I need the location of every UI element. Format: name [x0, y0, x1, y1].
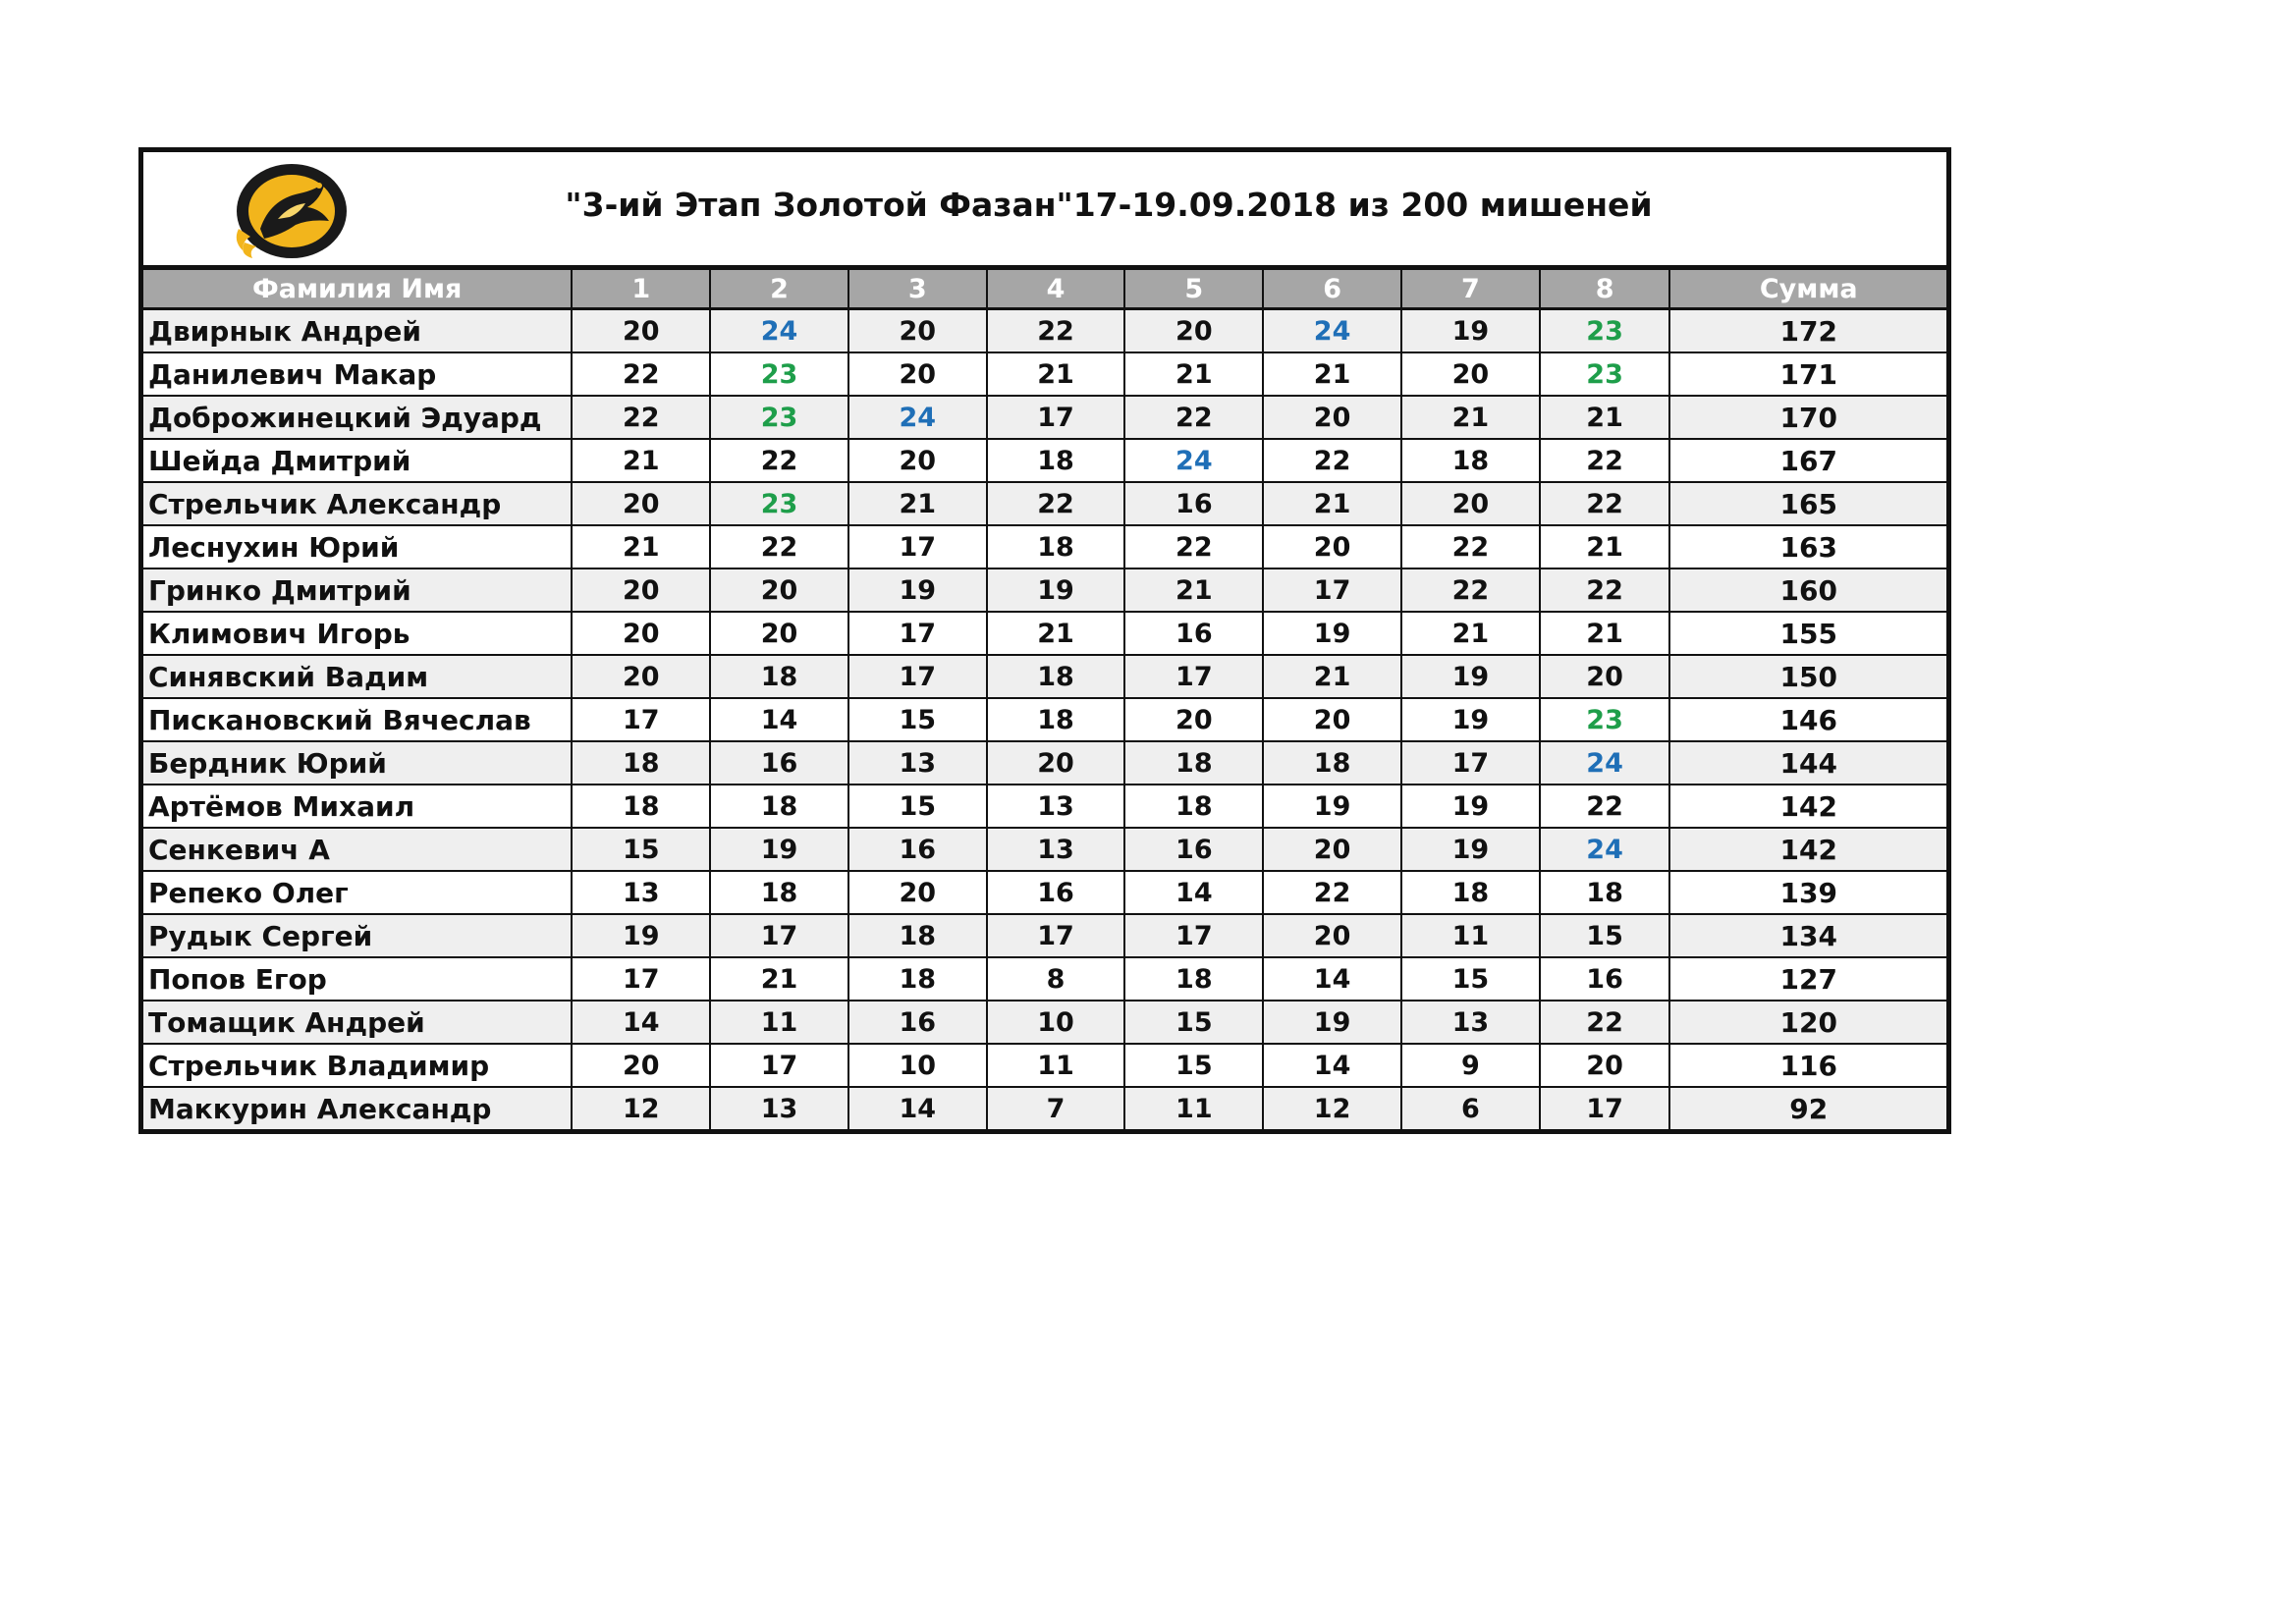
series-score-4: 18 [987, 439, 1125, 482]
series-score-1: 21 [572, 525, 710, 568]
series-score-4: 17 [987, 914, 1125, 957]
series-score-8: 21 [1540, 525, 1670, 568]
series-score-8: 22 [1540, 439, 1670, 482]
series-score-4: 19 [987, 568, 1125, 612]
series-score-4: 20 [987, 741, 1125, 785]
series-score-3: 16 [848, 1001, 987, 1044]
shooter-name: Пискановский Вячеслав [143, 698, 572, 741]
series-score-7: 19 [1401, 828, 1540, 871]
series-score-2: 23 [710, 396, 848, 439]
series-score-8: 22 [1540, 785, 1670, 828]
series-score-7: 9 [1401, 1044, 1540, 1087]
series-score-3: 10 [848, 1044, 987, 1087]
header-name: Фамилия Имя [143, 270, 572, 309]
series-score-2: 18 [710, 785, 848, 828]
series-score-3: 24 [848, 396, 987, 439]
shooter-name: Стрельчик Владимир [143, 1044, 572, 1087]
header-series-4: 4 [987, 270, 1125, 309]
series-score-7: 18 [1401, 439, 1540, 482]
series-score-1: 18 [572, 741, 710, 785]
table-row [143, 1087, 1946, 1129]
total-score: 92 [1669, 1087, 1946, 1129]
series-score-1: 20 [572, 1044, 710, 1087]
shooter-name: Леснухин Юрий [143, 525, 572, 568]
series-score-2: 24 [710, 309, 848, 353]
series-score-1: 20 [572, 612, 710, 655]
series-score-5: 20 [1124, 309, 1263, 353]
shooter-name: Климович Игорь [143, 612, 572, 655]
series-score-1: 22 [572, 352, 710, 396]
shooter-name: Стрельчик Александр [143, 482, 572, 525]
series-score-2: 16 [710, 741, 848, 785]
series-score-1: 17 [572, 698, 710, 741]
series-score-6: 19 [1263, 785, 1401, 828]
total-score: 116 [1669, 1044, 1946, 1087]
series-score-2: 13 [710, 1087, 848, 1129]
series-score-6: 19 [1263, 612, 1401, 655]
header-series-1: 1 [572, 270, 710, 309]
table-row [143, 741, 1946, 785]
series-score-6: 12 [1263, 1087, 1401, 1129]
shooter-name: Рудык Сергей [143, 914, 572, 957]
shooter-name: Синявский Вадим [143, 655, 572, 698]
series-score-3: 15 [848, 785, 987, 828]
series-score-6: 20 [1263, 396, 1401, 439]
series-score-2: 22 [710, 525, 848, 568]
series-score-5: 16 [1124, 612, 1263, 655]
series-score-8: 24 [1540, 741, 1670, 785]
series-score-4: 16 [987, 871, 1125, 914]
table-row [143, 914, 1946, 957]
series-score-1: 20 [572, 655, 710, 698]
series-score-8: 24 [1540, 828, 1670, 871]
series-score-7: 17 [1401, 741, 1540, 785]
total-score: 150 [1669, 655, 1946, 698]
series-score-6: 17 [1263, 568, 1401, 612]
series-score-1: 13 [572, 871, 710, 914]
series-score-8: 23 [1540, 352, 1670, 396]
shooter-name: Артёмов Михаил [143, 785, 572, 828]
table-row [143, 1044, 1946, 1087]
series-score-4: 17 [987, 396, 1125, 439]
shooter-name: Бердник Юрий [143, 741, 572, 785]
series-score-5: 21 [1124, 568, 1263, 612]
series-score-2: 22 [710, 439, 848, 482]
series-score-4: 18 [987, 525, 1125, 568]
series-score-5: 11 [1124, 1087, 1263, 1129]
series-score-1: 21 [572, 439, 710, 482]
header-series-6: 6 [1263, 270, 1401, 309]
series-score-3: 19 [848, 568, 987, 612]
header-total: Сумма [1669, 270, 1946, 309]
total-score: 144 [1669, 741, 1946, 785]
series-score-7: 19 [1401, 785, 1540, 828]
series-score-5: 24 [1124, 439, 1263, 482]
series-score-7: 18 [1401, 871, 1540, 914]
table-row [143, 439, 1946, 482]
series-score-6: 22 [1263, 871, 1401, 914]
series-score-2: 11 [710, 1001, 848, 1044]
series-score-8: 23 [1540, 698, 1670, 741]
series-score-7: 6 [1401, 1087, 1540, 1129]
series-score-8: 16 [1540, 957, 1670, 1001]
shooter-name: Попов Егор [143, 957, 572, 1001]
series-score-1: 14 [572, 1001, 710, 1044]
header-series-5: 5 [1124, 270, 1263, 309]
series-score-7: 21 [1401, 612, 1540, 655]
series-score-6: 20 [1263, 914, 1401, 957]
shooter-name: Данилевич Макар [143, 352, 572, 396]
header-series-7: 7 [1401, 270, 1540, 309]
series-score-5: 17 [1124, 655, 1263, 698]
series-score-6: 20 [1263, 525, 1401, 568]
series-score-2: 19 [710, 828, 848, 871]
total-score: 139 [1669, 871, 1946, 914]
series-score-3: 20 [848, 871, 987, 914]
shooter-name: Доброжинецкий Эдуард [143, 396, 572, 439]
series-score-6: 20 [1263, 698, 1401, 741]
series-score-8: 23 [1540, 309, 1670, 353]
series-score-3: 15 [848, 698, 987, 741]
series-score-2: 21 [710, 957, 848, 1001]
table-row [143, 957, 1946, 1001]
shooter-name: Репеко Олег [143, 871, 572, 914]
series-score-1: 18 [572, 785, 710, 828]
total-score: 170 [1669, 396, 1946, 439]
series-score-3: 17 [848, 525, 987, 568]
series-score-5: 14 [1124, 871, 1263, 914]
series-score-3: 18 [848, 957, 987, 1001]
series-score-2: 17 [710, 1044, 848, 1087]
series-score-3: 20 [848, 309, 987, 353]
series-score-8: 20 [1540, 655, 1670, 698]
table-row [143, 482, 1946, 525]
series-score-8: 20 [1540, 1044, 1670, 1087]
table-row [143, 785, 1946, 828]
series-score-5: 22 [1124, 396, 1263, 439]
series-score-1: 22 [572, 396, 710, 439]
series-score-5: 17 [1124, 914, 1263, 957]
series-score-4: 7 [987, 1087, 1125, 1129]
series-score-4: 21 [987, 352, 1125, 396]
series-score-7: 11 [1401, 914, 1540, 957]
table-row [143, 612, 1946, 655]
series-score-5: 18 [1124, 957, 1263, 1001]
series-score-5: 20 [1124, 698, 1263, 741]
total-score: 160 [1669, 568, 1946, 612]
series-score-4: 13 [987, 828, 1125, 871]
series-score-7: 15 [1401, 957, 1540, 1001]
series-score-4: 22 [987, 482, 1125, 525]
series-score-8: 21 [1540, 612, 1670, 655]
total-score: 127 [1669, 957, 1946, 1001]
table-row [143, 525, 1946, 568]
series-score-3: 16 [848, 828, 987, 871]
series-score-2: 20 [710, 568, 848, 612]
table-row [143, 871, 1946, 914]
shooter-name: Шейда Дмитрий [143, 439, 572, 482]
series-score-3: 20 [848, 439, 987, 482]
series-score-2: 14 [710, 698, 848, 741]
series-score-7: 22 [1401, 525, 1540, 568]
total-score: 172 [1669, 309, 1946, 353]
series-score-8: 18 [1540, 871, 1670, 914]
series-score-2: 18 [710, 655, 848, 698]
total-score: 155 [1669, 612, 1946, 655]
series-score-3: 17 [848, 612, 987, 655]
series-score-4: 8 [987, 957, 1125, 1001]
series-score-5: 16 [1124, 482, 1263, 525]
series-score-4: 18 [987, 655, 1125, 698]
series-score-1: 15 [572, 828, 710, 871]
series-score-6: 21 [1263, 352, 1401, 396]
shooter-name: Гринко Дмитрий [143, 568, 572, 612]
series-score-3: 18 [848, 914, 987, 957]
series-score-7: 22 [1401, 568, 1540, 612]
series-score-2: 18 [710, 871, 848, 914]
table-row [143, 1001, 1946, 1044]
series-score-6: 14 [1263, 1044, 1401, 1087]
total-score: 134 [1669, 914, 1946, 957]
results-sheet [138, 147, 1951, 1134]
table-row [143, 309, 1946, 353]
series-score-4: 21 [987, 612, 1125, 655]
series-score-5: 21 [1124, 352, 1263, 396]
series-score-7: 19 [1401, 309, 1540, 353]
header-row [143, 270, 1946, 309]
total-score: 146 [1669, 698, 1946, 741]
total-score: 165 [1669, 482, 1946, 525]
series-score-1: 12 [572, 1087, 710, 1129]
series-score-6: 14 [1263, 957, 1401, 1001]
series-score-8: 22 [1540, 1001, 1670, 1044]
series-score-6: 21 [1263, 655, 1401, 698]
series-score-8: 17 [1540, 1087, 1670, 1129]
shooter-name: Томащик Андрей [143, 1001, 572, 1044]
series-score-4: 18 [987, 698, 1125, 741]
series-score-6: 21 [1263, 482, 1401, 525]
total-score: 171 [1669, 352, 1946, 396]
shooter-name: Сенкевич А [143, 828, 572, 871]
series-score-1: 17 [572, 957, 710, 1001]
series-score-8: 15 [1540, 914, 1670, 957]
table-row [143, 396, 1946, 439]
series-score-5: 18 [1124, 785, 1263, 828]
total-score: 167 [1669, 439, 1946, 482]
series-score-7: 21 [1401, 396, 1540, 439]
series-score-6: 19 [1263, 1001, 1401, 1044]
series-score-1: 20 [572, 309, 710, 353]
series-score-3: 21 [848, 482, 987, 525]
total-score: 142 [1669, 828, 1946, 871]
series-score-3: 14 [848, 1087, 987, 1129]
series-score-4: 10 [987, 1001, 1125, 1044]
series-score-2: 17 [710, 914, 848, 957]
results-table [143, 270, 1946, 1129]
series-score-1: 19 [572, 914, 710, 957]
series-score-8: 21 [1540, 396, 1670, 439]
total-score: 120 [1669, 1001, 1946, 1044]
series-score-1: 20 [572, 482, 710, 525]
header-series-2: 2 [710, 270, 848, 309]
series-score-5: 22 [1124, 525, 1263, 568]
series-score-1: 20 [572, 568, 710, 612]
series-score-6: 20 [1263, 828, 1401, 871]
series-score-4: 11 [987, 1044, 1125, 1087]
total-score: 163 [1669, 525, 1946, 568]
series-score-7: 20 [1401, 482, 1540, 525]
series-score-7: 19 [1401, 655, 1540, 698]
table-row [143, 698, 1946, 741]
series-score-8: 22 [1540, 568, 1670, 612]
shooter-name: Маккурин Александр [143, 1087, 572, 1129]
series-score-6: 24 [1263, 309, 1401, 353]
series-score-5: 15 [1124, 1044, 1263, 1087]
total-score: 142 [1669, 785, 1946, 828]
title-row [143, 152, 1946, 270]
series-score-2: 23 [710, 352, 848, 396]
header-series-8: 8 [1540, 270, 1670, 309]
series-score-5: 18 [1124, 741, 1263, 785]
series-score-5: 15 [1124, 1001, 1263, 1044]
series-score-4: 22 [987, 309, 1125, 353]
table-row [143, 568, 1946, 612]
series-score-7: 13 [1401, 1001, 1540, 1044]
series-score-3: 17 [848, 655, 987, 698]
series-score-3: 13 [848, 741, 987, 785]
series-score-6: 22 [1263, 439, 1401, 482]
page-title: "3-ий Этап Золотой Фазан"17-19.09.2018 из 200 мишеней [565, 186, 1653, 224]
series-score-4: 13 [987, 785, 1125, 828]
table-row [143, 828, 1946, 871]
series-score-5: 16 [1124, 828, 1263, 871]
header-series-3: 3 [848, 270, 987, 309]
series-score-2: 20 [710, 612, 848, 655]
shooter-name: Двирнык Андрей [143, 309, 572, 353]
series-score-8: 22 [1540, 482, 1670, 525]
series-score-7: 19 [1401, 698, 1540, 741]
series-score-6: 18 [1263, 741, 1401, 785]
table-row [143, 655, 1946, 698]
table-row [143, 352, 1946, 396]
series-score-7: 20 [1401, 352, 1540, 396]
series-score-3: 20 [848, 352, 987, 396]
series-score-2: 23 [710, 482, 848, 525]
